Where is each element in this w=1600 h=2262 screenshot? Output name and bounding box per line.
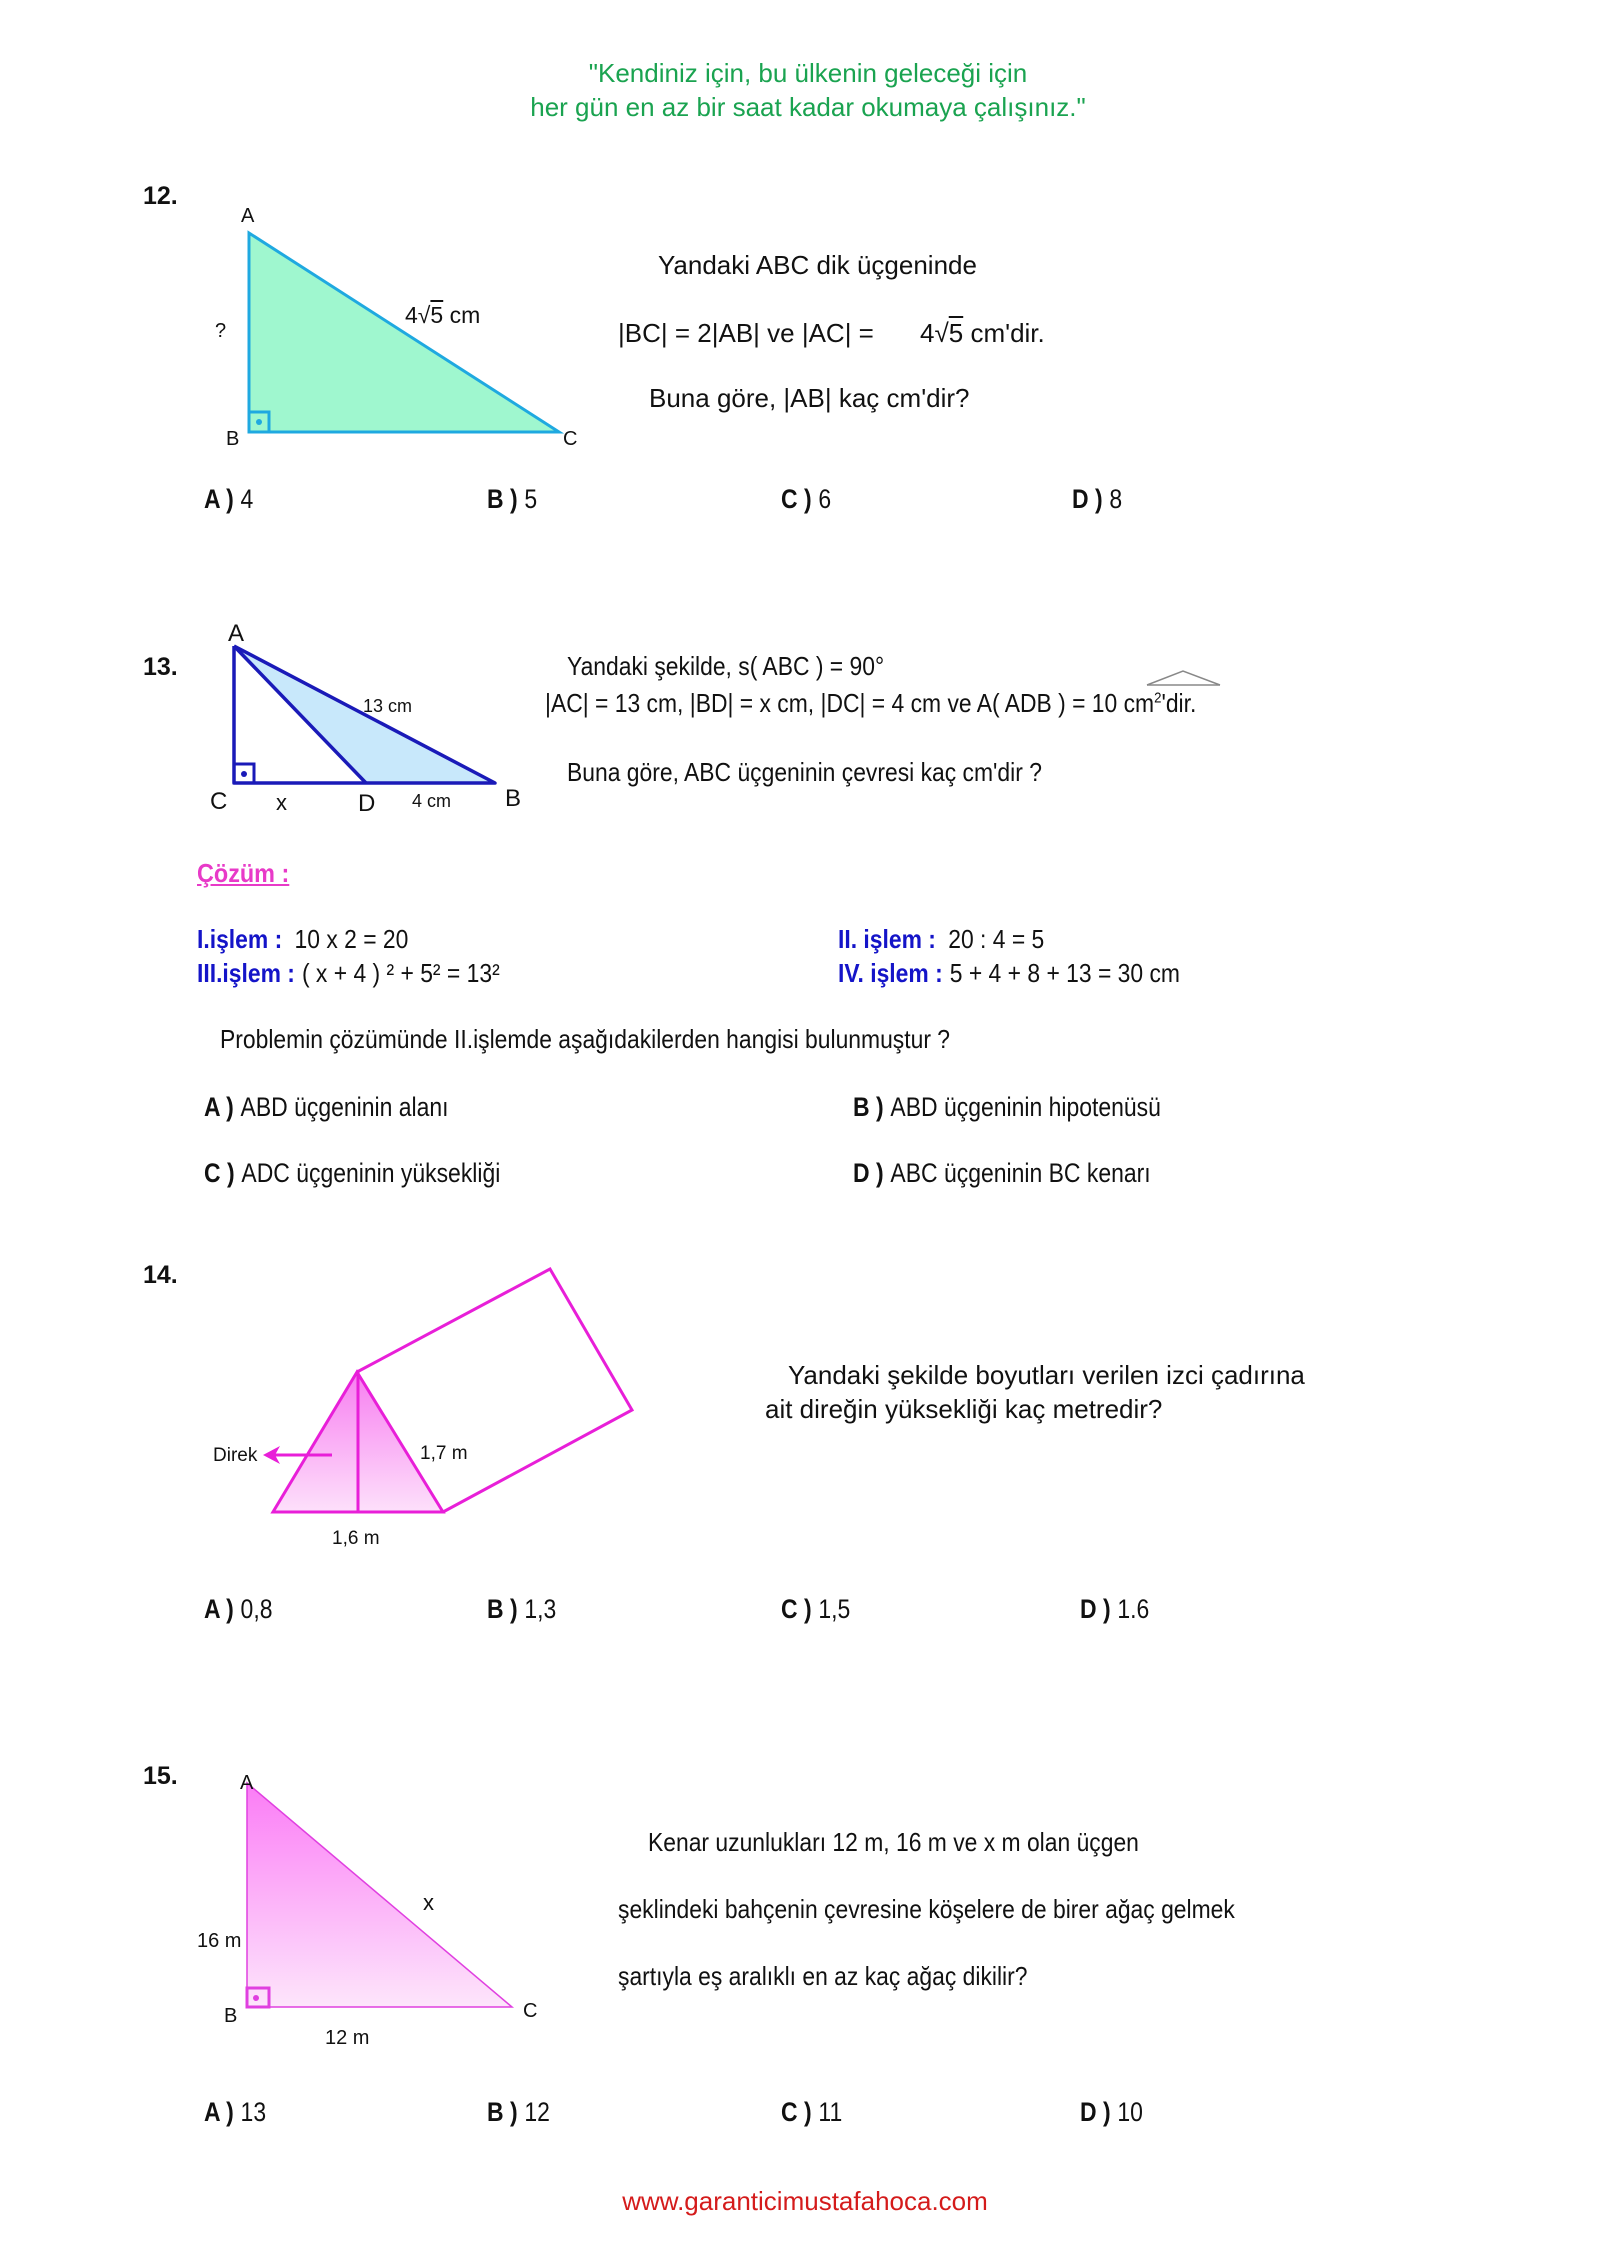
vertex-label-a: A	[240, 1772, 254, 1794]
question-text-line-1: Yandaki şekilde boyutları verilen izci çadırına	[788, 1360, 1305, 1390]
option-key: D )	[1072, 484, 1103, 514]
question-text-line-3: şartıyla eş aralıklı en az kaç ağaç dikilir?	[618, 1961, 1028, 1991]
question-text-line-2: şeklindeki bahçenin çevresine köşelere de birer ağaç gelmek	[618, 1894, 1235, 1924]
option-key: C )	[781, 1594, 812, 1624]
option-value: 13	[240, 2097, 267, 2127]
side-bc-label: 12 m	[325, 2027, 370, 2049]
option-value: 12	[524, 2097, 550, 2127]
question-number: 12.	[143, 182, 178, 210]
question-number: 15.	[143, 1762, 178, 1790]
option-value: 6	[818, 484, 832, 514]
option-b[interactable]	[487, 1594, 556, 1625]
sqrt-icon: √	[417, 302, 431, 328]
question-prompt: Problemin çözümünde II.işlemde aşağıdakilerden hangisi bulunmuştur ?	[220, 1024, 951, 1054]
side-ab-label: ?	[215, 320, 227, 342]
question-text-line-2: |BC| = 2|AB| ve |AC| =	[618, 318, 874, 348]
step-label: III.işlem :	[197, 958, 295, 988]
side-db-label: 4 cm	[412, 791, 452, 811]
vertex-label-a: A	[228, 620, 245, 647]
option-value: 1,5	[818, 1594, 851, 1624]
vertex-label-a: A	[241, 205, 255, 227]
option-value: ADC üçgeninin yüksekliği	[241, 1158, 501, 1188]
option-key: D )	[1080, 2097, 1111, 2127]
option-value: ABC üçgeninin BC kenarı	[890, 1158, 1151, 1188]
step-label: IV. işlem :	[838, 958, 943, 988]
vertex-label-c: C	[523, 2000, 538, 2022]
tail: 'dir.	[1161, 688, 1197, 718]
vertex-label-c: C	[563, 428, 578, 450]
option-key: A )	[204, 484, 234, 514]
vertex-label-b: B	[505, 785, 522, 812]
step-expr: 5 + 4 + 8 + 13 = 30 cm	[949, 958, 1180, 988]
radicand: 5	[430, 302, 444, 328]
question-text-line-1: Yandaki şekilde, s( ABC ) = 90°	[567, 651, 885, 681]
option-key: A )	[204, 1594, 234, 1624]
question-text-line-1: Yandaki ABC dik üçgeninde	[658, 250, 977, 280]
sqrt-icon: √	[934, 318, 949, 348]
option-d[interactable]	[1080, 2097, 1143, 2128]
option-value: 4	[240, 484, 254, 514]
option-key: C )	[204, 1158, 235, 1188]
side-ab-label: 16 m	[197, 1930, 242, 1952]
side-cd-label: x	[276, 790, 287, 815]
step-expr: 20 : 4 = 5	[948, 924, 1045, 954]
option-value: 1,3	[524, 1594, 557, 1624]
side-label: 1,7 m	[420, 1443, 468, 1464]
pole-label: Direk	[213, 1445, 258, 1466]
option-value: 1.6	[1117, 1594, 1150, 1624]
option-key: D )	[853, 1158, 884, 1188]
option-key: B )	[853, 1092, 884, 1122]
question-number: 13.	[143, 653, 178, 681]
option-key: C )	[781, 484, 812, 514]
step-label: I.işlem :	[197, 924, 283, 954]
vertex-label-d: D	[358, 790, 376, 817]
tail: cm'dir.	[970, 318, 1045, 348]
option-key: B )	[487, 484, 518, 514]
motto-line-2: her gün en az bir saat kadar okumaya çalışınız."	[530, 92, 1086, 122]
base-label: 1,6 m	[332, 1528, 380, 1549]
coef: 4	[405, 302, 418, 328]
superscript: 2	[1154, 689, 1162, 707]
option-value: 0,8	[240, 1594, 273, 1624]
question-text-line-3: Buna göre, ABC üçgeninin çevresi kaç cm'dir ?	[567, 757, 1042, 787]
option-key: A )	[204, 1092, 234, 1122]
option-value: ABD üçgeninin alanı	[240, 1092, 449, 1122]
option-value: 10	[1117, 2097, 1143, 2127]
question-text-line-2: ait direğin yüksekliği kaç metredir?	[765, 1394, 1163, 1424]
text: |AC| = 13 cm, |BD| = x cm, |DC| = 4 cm ve A( ADB ) = 10 cm	[545, 688, 1155, 718]
vertex-label-b: B	[226, 428, 240, 450]
option-key: A )	[204, 2097, 234, 2127]
triangle-abc-15	[247, 1783, 512, 2007]
step-expr: ( x + 4 ) ² + 5² = 13²	[301, 958, 500, 988]
unit: cm	[449, 302, 481, 328]
option-value: 8	[1109, 484, 1123, 514]
option-b[interactable]	[487, 2097, 550, 2128]
vertex-label-b: B	[224, 2005, 238, 2027]
option-key: B )	[487, 2097, 518, 2127]
coef: 4	[920, 318, 935, 348]
option-value: 11	[818, 2097, 843, 2127]
question-number: 14.	[143, 1261, 178, 1289]
step-expr: 10 x 2 = 20	[294, 924, 409, 954]
question-text-line-3: Buna göre, |AB| kaç cm'dir?	[649, 383, 970, 413]
side-ac-label: x	[423, 1890, 434, 1915]
right-angle-dot-15	[253, 1995, 259, 2001]
option-a[interactable]	[204, 1594, 272, 1625]
radicand: 5	[948, 318, 964, 348]
question-text-line-1: Kenar uzunlukları 12 m, 16 m ve x m olan üçgen	[648, 1827, 1139, 1857]
solution-heading: Çözüm :	[197, 858, 290, 888]
option-value: 5	[524, 484, 538, 514]
option-key: C )	[781, 2097, 812, 2127]
option-value: ABD üçgeninin hipotenüsü	[890, 1092, 1161, 1122]
side-ab-label: 13 cm	[363, 696, 413, 716]
option-key: B )	[487, 1594, 518, 1624]
motto-line-1: "Kendiniz için, bu ülkenin geleceği için	[588, 58, 1028, 88]
footer-website-link[interactable]: www.garanticimustafahoca.com	[622, 2186, 988, 2216]
option-c[interactable]	[781, 2097, 842, 2128]
step-label: II. işlem :	[838, 924, 936, 954]
option-d[interactable]	[1080, 1594, 1149, 1625]
option-key: D )	[1080, 1594, 1111, 1624]
option-a[interactable]	[204, 2097, 266, 2128]
vertex-label-c: C	[210, 788, 228, 815]
option-c[interactable]	[781, 1594, 850, 1625]
